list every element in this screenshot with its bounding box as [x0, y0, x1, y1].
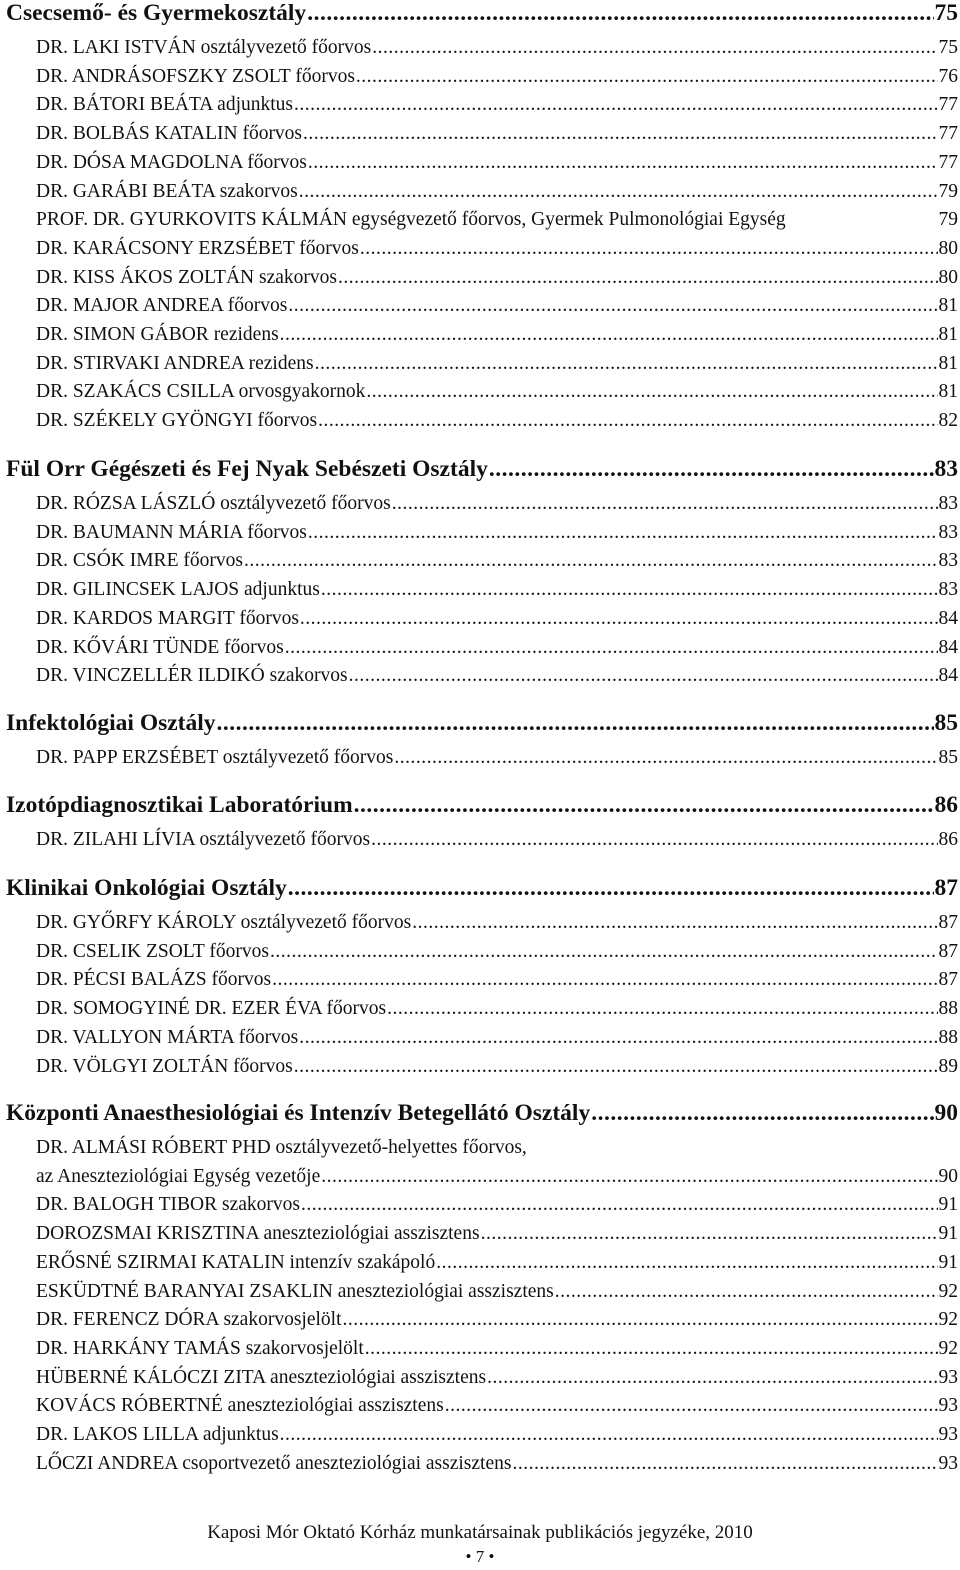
entry-page: 83: [938, 579, 958, 601]
leader-dots: [308, 152, 938, 174]
section-title: Infektológiai Osztály: [6, 710, 216, 736]
leader-dots: [512, 1453, 937, 1475]
leader-dots: [294, 94, 937, 116]
section-heading[interactable]: [6, 710, 958, 738]
entry-text: DR. CSÓK IMRE főorvos: [36, 550, 243, 572]
leader-dots: [300, 608, 938, 630]
entry-text: DR. VINCZELLÉR ILDIKÓ szakorvos: [36, 665, 348, 687]
entry-text: DR. DÓSA MAGDOLNA főorvos: [36, 151, 307, 173]
section-page: 75: [934, 0, 958, 26]
toc-entry[interactable]: [36, 665, 958, 693]
entry-page: 93: [938, 1452, 958, 1474]
entry-page: 79: [938, 180, 958, 202]
section-page: 83: [934, 456, 958, 482]
entry-text: DR. CSELIK ZSOLT főorvos: [36, 940, 269, 962]
leader-dots: [360, 238, 938, 260]
entry-page: 84: [938, 665, 958, 687]
entry-page: 91: [938, 1194, 958, 1216]
leader-dots: [394, 747, 937, 769]
toc-entry[interactable]: [36, 1252, 958, 1280]
toc-entry[interactable]: [36, 1309, 958, 1337]
toc-entry[interactable]: [36, 1281, 958, 1309]
entry-page: 91: [938, 1223, 958, 1245]
entry-text: ERŐSNÉ SZIRMAI KATALIN intenzív szakápoló: [36, 1251, 436, 1273]
toc-entry[interactable]: [36, 37, 958, 65]
entry-text: DR. SIMON GÁBOR rezidens: [36, 324, 279, 345]
entry-page: 93: [938, 1424, 958, 1445]
entry-text: DR. GYŐRFY KÁROLY osztályvezető főorvos: [36, 912, 412, 933]
leader-dots: [365, 1338, 938, 1360]
entry-page: 93: [938, 1366, 958, 1388]
entry-text: DR. RÓZSA LÁSZLÓ osztályvezető főorvos: [36, 493, 391, 514]
entry-text: DR. KARDOS MARGIT főorvos: [36, 607, 299, 629]
toc-entry[interactable]: [36, 353, 958, 381]
entry-page: 88: [938, 1026, 958, 1048]
entry-page: 77: [938, 123, 958, 145]
entry-page: 88: [938, 998, 958, 1020]
entry-text: DR. LAKOS LILLA adjunktus: [36, 1424, 279, 1445]
leader-dots: [487, 1367, 937, 1389]
entry-text: DR. BOLBÁS KATALIN főorvos: [36, 123, 303, 145]
toc-entry[interactable]: [36, 381, 958, 409]
toc-entry[interactable]: [36, 941, 958, 969]
leader-dots: [591, 1100, 933, 1127]
leader-dots: [288, 295, 937, 317]
entry-text: DR. GILINCSEK LAJOS adjunktus: [36, 579, 320, 601]
entry-page: 81: [938, 352, 958, 374]
leader-dots: [307, 0, 933, 27]
entry-page: 84: [938, 607, 958, 629]
toc-entry[interactable]: [36, 1166, 958, 1194]
toc-entry[interactable]: [36, 94, 958, 122]
leader-dots: [303, 123, 937, 145]
entry-text: DR. BALOGH TIBOR szakorvos: [36, 1194, 300, 1216]
entry-text: DOROZSMAI KRISZTINA aneszteziológiai asszisztens: [36, 1223, 480, 1245]
leader-dots: [318, 410, 937, 432]
toc-entry[interactable]: [36, 152, 958, 180]
leader-dots: [270, 941, 938, 963]
entry-text: DR. GARÁBI BEÁTA szakorvos: [36, 180, 298, 202]
entry-text: KOVÁCS RÓBERTNÉ aneszteziológiai asszisztens: [36, 1395, 444, 1417]
toc-entry[interactable]: [36, 410, 958, 438]
toc-entry[interactable]: [36, 1056, 958, 1084]
entry-text: DR. MAJOR ANDREA főorvos: [36, 295, 288, 317]
leader-dots: [280, 1424, 938, 1446]
entry-text: HÜBERNÉ KÁLÓCZI ZITA aneszteziológiai asszisztens: [36, 1366, 487, 1388]
entry-page: 81: [938, 381, 958, 403]
page-number: • 7 •: [465, 1547, 495, 1566]
toc-entry[interactable]: [36, 238, 958, 266]
leader-dots: [371, 829, 937, 851]
toc-entry[interactable]: [36, 1395, 958, 1423]
entry-text: PROF. DR. GYURKOVITS KÁLMÁN egységvezető főorvos, Gyermek Pulmonológiai Egység: [36, 209, 786, 231]
toc-entry[interactable]: [36, 123, 958, 151]
entry-text: DR. BAUMANN MÁRIA főorvos: [36, 521, 307, 543]
leader-dots: [445, 1395, 938, 1417]
entry-page: 87: [938, 912, 958, 933]
leader-dots: [338, 267, 938, 289]
entry-page: 92: [938, 1309, 958, 1331]
entry-text: DR. FERENCZ DÓRA szakorvosjelölt: [36, 1309, 342, 1331]
entry-text: DR. SZAKÁCS CSILLA orvosgyakornok: [36, 381, 366, 403]
leader-dots: [301, 1194, 938, 1216]
entry-text: ESKÜDTNÉ BARANYAI ZSAKLIN aneszteziológiai asszisztens: [36, 1280, 554, 1302]
leader-dots: [349, 665, 938, 687]
leader-dots: [280, 324, 938, 346]
entry-text: DR. HARKÁNY TAMÁS szakorvosjelölt: [36, 1337, 364, 1359]
toc-entry[interactable]: [36, 522, 958, 550]
section-heading[interactable]: [6, 456, 958, 484]
entry-page: 79: [938, 209, 958, 231]
toc-entry[interactable]: [36, 1027, 958, 1055]
entry-text: az Aneszteziológiai Egység vezetője: [36, 1165, 321, 1187]
toc-entry[interactable]: [36, 295, 958, 323]
entry-page: 82: [938, 410, 958, 432]
entry-page: 77: [938, 94, 958, 116]
leader-dots: [555, 1281, 938, 1303]
toc-entry[interactable]: [36, 181, 958, 209]
entry-page: 77: [938, 151, 958, 173]
entry-text-line: DR. ALMÁSI RÓBERT PHD osztályvezető-helyettes főorvos,: [36, 1137, 527, 1158]
entry-page: 80: [938, 266, 958, 288]
toc-entry[interactable]: [36, 1453, 958, 1481]
leader-dots: [489, 456, 934, 483]
toc-entry[interactable]: [36, 608, 958, 636]
section-title: Központi Anaesthesiológiai és Intenzív Betegellátó Osztály: [6, 1100, 591, 1126]
section-page: 86: [934, 792, 958, 818]
section-title: Klinikai Onkológiai Osztály: [6, 875, 287, 901]
section-heading[interactable]: [6, 1100, 958, 1128]
entry-text: DR. PÉCSI BALÁZS főorvos: [36, 969, 272, 991]
entry-page: 89: [938, 1055, 958, 1077]
leader-dots: [356, 66, 938, 88]
entry-page: 85: [938, 747, 958, 768]
entry-page: 83: [938, 550, 958, 572]
toc-entry[interactable]: [36, 829, 958, 857]
leader-dots: [343, 1309, 938, 1331]
leader-dots: [372, 37, 937, 59]
entry-text: DR. VÖLGYI ZOLTÁN főorvos: [36, 1055, 293, 1077]
section-heading[interactable]: [6, 792, 958, 820]
section-title: Fül Orr Gégészeti és Fej Nyak Sebészeti Osztály: [6, 456, 488, 482]
section-heading[interactable]: [6, 0, 958, 28]
leader-dots: [315, 353, 938, 375]
entry-page: 91: [938, 1251, 958, 1273]
section-page: 87: [934, 875, 958, 901]
entry-page: 84: [938, 636, 958, 658]
leader-dots: [481, 1223, 938, 1245]
entry-text: DR. KARÁCSONY ERZSÉBET főorvos: [36, 237, 359, 259]
entry-page: 80: [938, 237, 958, 259]
toc-entry[interactable]: [36, 747, 958, 775]
toc-entry[interactable]: [36, 1338, 958, 1366]
entry-page: 75: [938, 37, 958, 58]
entry-text: DR. SZÉKELY GYÖNGYI főorvos: [36, 410, 318, 432]
toc-entry[interactable]: [36, 637, 958, 665]
entry-page: 76: [938, 65, 958, 87]
leader-dots: [387, 998, 937, 1020]
leader-dots: [412, 912, 937, 934]
page-footer: Kaposi Mór Oktató Kórház munkatársainak publikációs jegyzéke, 2010: [207, 1522, 753, 1543]
entry-page: 81: [938, 324, 958, 345]
leader-dots: [392, 493, 938, 515]
section-page: 85: [934, 710, 958, 736]
toc-entry[interactable]: [36, 1424, 958, 1452]
leader-dots: [308, 522, 938, 544]
leader-dots: [288, 875, 934, 902]
leader-dots: [321, 1166, 937, 1188]
section-page: 90: [934, 1100, 958, 1126]
toc-entry[interactable]: [36, 324, 958, 352]
leader-dots: [272, 969, 937, 991]
leader-dots: [299, 1027, 937, 1049]
leader-dots: [354, 792, 934, 819]
entry-page: 83: [938, 493, 958, 514]
leader-dots: [244, 550, 938, 572]
entry-page: 87: [938, 969, 958, 991]
entry-text: DR. SOMOGYINÉ DR. EZER ÉVA főorvos: [36, 998, 387, 1020]
toc-entry[interactable]: [36, 66, 958, 94]
toc-entry[interactable]: [36, 1367, 958, 1395]
leader-dots: [299, 181, 938, 203]
section-heading[interactable]: [6, 875, 958, 903]
toc-entry[interactable]: [36, 998, 958, 1026]
entry-text: DR. KISS ÁKOS ZOLTÁN szakorvos: [36, 266, 337, 288]
toc-entry[interactable]: [36, 1223, 958, 1251]
toc-entry[interactable]: [36, 493, 958, 521]
entry-page: 90: [938, 1165, 958, 1187]
leader-dots: [285, 637, 938, 659]
entry-page: 86: [938, 829, 958, 850]
leader-dots: [217, 710, 934, 737]
leader-dots: [436, 1252, 937, 1274]
toc-entry[interactable]: [36, 1194, 958, 1222]
entry-text: DR. LAKI ISTVÁN osztályvezető főorvos: [36, 37, 372, 58]
leader-dots: [294, 1056, 938, 1078]
entry-page: 93: [938, 1395, 958, 1417]
entry-page: 81: [938, 295, 958, 317]
toc-entry[interactable]: [36, 209, 958, 237]
entry-text: DR. PAPP ERZSÉBET osztályvezető főorvos: [36, 747, 394, 768]
leader-dots: [321, 579, 938, 601]
entry-page: 92: [938, 1280, 958, 1302]
toc-entry[interactable]: [36, 912, 958, 940]
entry-text: DR. KŐVÁRI TÜNDE főorvos: [36, 636, 284, 658]
entry-text: DR. ANDRÁSOFSZKY ZSOLT főorvos: [36, 65, 355, 87]
toc-entry[interactable]: [36, 550, 958, 578]
section-title: Csecsemő- és Gyermekosztály: [6, 0, 307, 26]
entry-page: 83: [938, 521, 958, 543]
entry-text: LŐCZI ANDREA csoportvezető aneszteziológiai asszisztens: [36, 1452, 512, 1474]
toc-entry[interactable]: [36, 969, 958, 997]
entry-page: 87: [938, 940, 958, 962]
leader-dots: [366, 381, 937, 403]
toc-entry[interactable]: [36, 579, 958, 607]
entry-text: DR. ZILAHI LÍVIA osztályvezető főorvos: [36, 829, 371, 850]
entry-text: DR. BÁTORI BEÁTA adjunktus: [36, 94, 294, 116]
toc-entry[interactable]: [36, 267, 958, 295]
entry-text: DR. VALLYON MÁRTA főorvos: [36, 1026, 299, 1048]
section-title: Izotópdiagnosztikai Laboratórium: [6, 792, 353, 818]
entry-text: DR. STIRVAKI ANDREA rezidens: [36, 352, 314, 374]
entry-page: 92: [938, 1337, 958, 1359]
